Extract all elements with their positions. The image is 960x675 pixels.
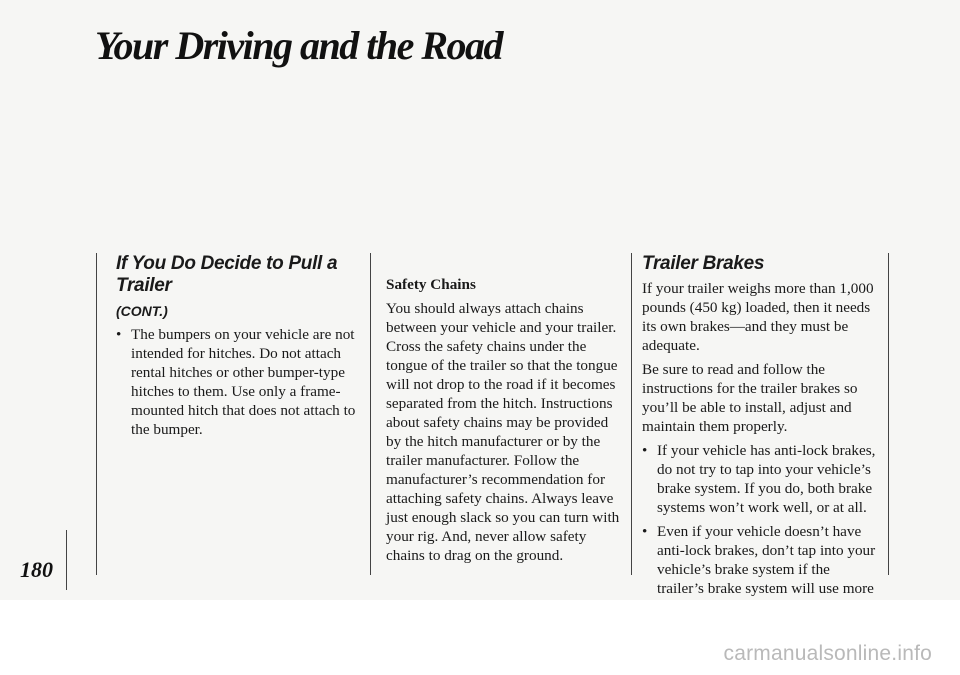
bullet-list <box>116 325 364 439</box>
list-item: • If your vehicle has anti-lock brakes, do not try to tap into your vehicle’s brake system. If you do, both brake systems won’t work well, or at all. <box>642 441 880 517</box>
column-divider-left <box>96 253 97 575</box>
continued-label: (CONT.) <box>116 303 168 319</box>
subsection-title: Safety Chains <box>386 276 476 293</box>
section-title: Trailer Brakes <box>642 253 765 274</box>
paragraph: You should always attach chains between your vehicle and your trailer. Cross the safety chains under the tongue of the trailer so that the tongue will not drop to the road if it becomes separated from the hitch. Instructions about safety chains may be provided by the hitch manufacturer or by the trailer manufacturer. Follow the manufacturer’s recommendation for attaching safety chains. Always leave just enough slack so you can turn with your rig. And, never allow safety chains to drag on the ground. <box>386 300 620 564</box>
chapter-header: Your Driving and the Road <box>95 23 503 68</box>
watermark: carmanualsonline.info <box>723 642 932 665</box>
paragraph: If your trailer weighs more than 1,000 pounds (450 kg) loaded, then it needs its own brakes—and they must be adequate. <box>642 280 874 354</box>
list-item: • Even if your vehicle doesn’t have anti-lock brakes, don’t tap into your vehicle’s brake system if the trailer’s brake system will use more <box>642 522 880 636</box>
section-title: If You Do Decide to Pull a Trailer <box>116 253 338 296</box>
paragraph: Be sure to read and follow the instructions for the trailer brakes so you’ll be able to install, adjust and maintain them properly. <box>642 361 858 435</box>
column-trailer-cont <box>116 253 364 444</box>
column-safety-chains <box>386 275 624 570</box>
list-item: • The bumpers on your vehicle are not intended for hitches. Do not attach rental hitches or other bumper-type hitches to them. Use only a frame-mounted hitch that does not attach to the bumper. <box>116 325 364 439</box>
page-number: 180 <box>20 557 53 582</box>
column-divider-middle <box>370 253 371 575</box>
page-margin-rule <box>66 530 67 590</box>
column-divider-far-right <box>888 253 889 575</box>
column-divider-right <box>631 253 632 575</box>
column-trailer-brakes <box>642 253 880 641</box>
